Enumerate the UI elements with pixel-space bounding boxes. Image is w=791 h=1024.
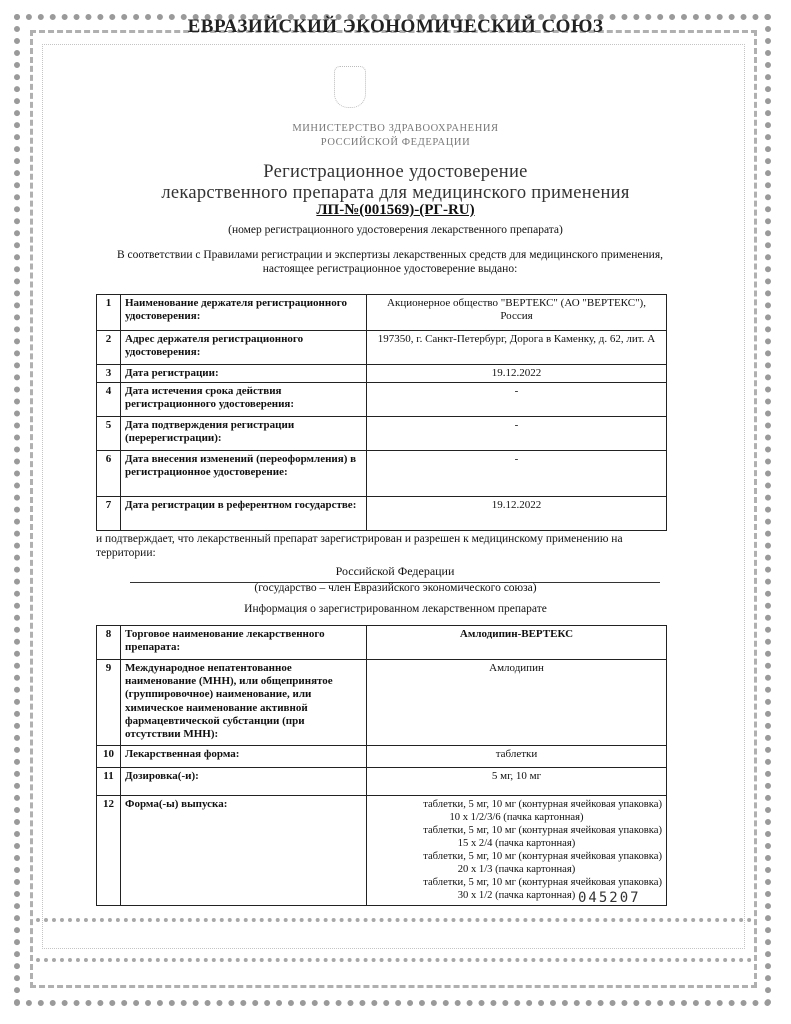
row-label: Дата регистрации в референтном государстве: (121, 497, 367, 531)
row-label: Дозировка(-и): (121, 768, 367, 796)
row-number: 8 (97, 626, 121, 660)
release-form-line: таблетки, 5 мг, 10 мг (контурная ячейковая упаковка) (423, 851, 662, 862)
row-number: 3 (97, 365, 121, 383)
row-number: 11 (97, 768, 121, 796)
release-forms (367, 796, 667, 906)
emblem-icon (334, 66, 366, 108)
release-form-line: таблетки, 5 мг, 10 мг (контурная ячейковая упаковка) (423, 799, 662, 810)
row-label: Дата внесения изменений (переоформления) в регистрационное удостоверение: (121, 451, 367, 497)
row-number: 6 (97, 451, 121, 497)
table-row (97, 660, 667, 746)
ministry-line-1: МИНИСТЕРСТВО ЗДРАВООХРАНЕНИЯ (292, 123, 499, 134)
row-value: Амлодипин (367, 660, 667, 746)
row-number: 12 (97, 796, 121, 906)
intro-text: В соответствии с Правилами регистрации и экспертизы лекарственных средств для медицинского применения, настоящее регистрационное удостоверение выдано: (116, 249, 663, 275)
table-row (97, 746, 667, 768)
row-number: 4 (97, 383, 121, 417)
row-label: Дата истечения срока действия регистрационного удостоверения: (121, 383, 367, 417)
holder-info-table (96, 294, 667, 531)
certificate-title-line-2: лекарственного препарата для медицинского применения (161, 183, 630, 203)
row-value: 19.12.2022 (367, 365, 667, 383)
release-form-line: таблетки, 5 мг, 10 мг (контурная ячейковая упаковка) (423, 877, 662, 888)
row-number: 2 (97, 331, 121, 365)
row-number: 7 (97, 497, 121, 531)
row-label: Форма(-ы) выпуска: (121, 796, 367, 906)
release-form-line: таблетки, 5 мг, 10 мг (контурная ячейковая упаковка) (423, 825, 662, 836)
product-info-table (96, 625, 667, 906)
row-value: Амлодипин-ВЕРТЕКС (367, 626, 667, 660)
row-value: - (367, 451, 667, 497)
serial-number: 045207 (578, 890, 641, 906)
row-label: Лекарственная форма: (121, 746, 367, 768)
table-row (97, 295, 667, 331)
table-row (97, 331, 667, 365)
release-form-line: 30 x 1/2 (пачка картонная) (457, 890, 576, 901)
territory-note: (государство – член Евразийского экономического союза) (254, 582, 537, 594)
row-value: - (367, 383, 667, 417)
table-row (97, 768, 667, 796)
row-value: - (367, 417, 667, 451)
row-value: таблетки (367, 746, 667, 768)
row-value: 5 мг, 10 мг (367, 768, 667, 796)
table-row (97, 451, 667, 497)
row-number: 5 (97, 417, 121, 451)
ministry-name (0, 122, 791, 150)
table-row (97, 383, 667, 417)
certificate-title-line-1: Регистрационное удостоверение (263, 162, 528, 182)
table-row (97, 417, 667, 451)
release-form-line: 15 x 2/4 (пачка картонная) (457, 838, 576, 849)
row-number: 10 (97, 746, 121, 768)
release-form-line: 10 x 1/2/3/6 (пачка картонная) (449, 812, 584, 823)
territory-value: Российской Федерации (130, 564, 660, 583)
row-value: 19.12.2022 (367, 497, 667, 531)
row-label: Адрес держателя регистрационного удостоверения: (121, 331, 367, 365)
row-label: Наименование держателя регистрационного удостоверения: (121, 295, 367, 331)
product-info-heading: Информация о зарегистрированном лекарственном препарате (244, 603, 547, 615)
row-number: 9 (97, 660, 121, 746)
table-row (97, 626, 667, 660)
row-number: 1 (97, 295, 121, 331)
certificate-number-note: (номер регистрационного удостоверения лекарственного препарата) (228, 224, 563, 236)
ministry-line-2: РОССИЙСКОЙ ФЕДЕРАЦИИ (320, 137, 471, 148)
row-value: 197350, г. Санкт-Петербург, Дорога в Каменку, д. 62, лит. А (367, 331, 667, 365)
union-title: ЕВРАЗИЙСКИЙ ЭКОНОМИЧЕСКИЙ СОЮЗ (187, 16, 604, 37)
table-row (97, 796, 667, 906)
certificate-title (0, 162, 791, 204)
row-label: Дата регистрации: (121, 365, 367, 383)
row-label: Международное непатентованное наименование (МНН), или общепринятое (группировочное) наименование, или химическое наименование активной фармацевтической субстанции (при отсутствии МНН): (121, 660, 367, 746)
release-form-line: 20 x 1/3 (пачка картонная) (457, 864, 576, 875)
row-value: Акционерное общество "ВЕРТЕКС" (АО "ВЕРТЕКС"), Россия (367, 295, 667, 331)
row-label: Дата подтверждения регистрации (перерегистрации): (121, 417, 367, 451)
decorative-bottom-band (36, 918, 752, 962)
certificate-number: ЛП-№(001569)-(РГ-RU) (316, 202, 475, 218)
confirmation-text: и подтверждает, что лекарственный препарат зарегистрирован и разрешен к медицинскому применению на территории: (96, 533, 623, 559)
row-label: Торговое наименование лекарственного препарата: (121, 626, 367, 660)
table-row (97, 497, 667, 531)
table-row (97, 365, 667, 383)
